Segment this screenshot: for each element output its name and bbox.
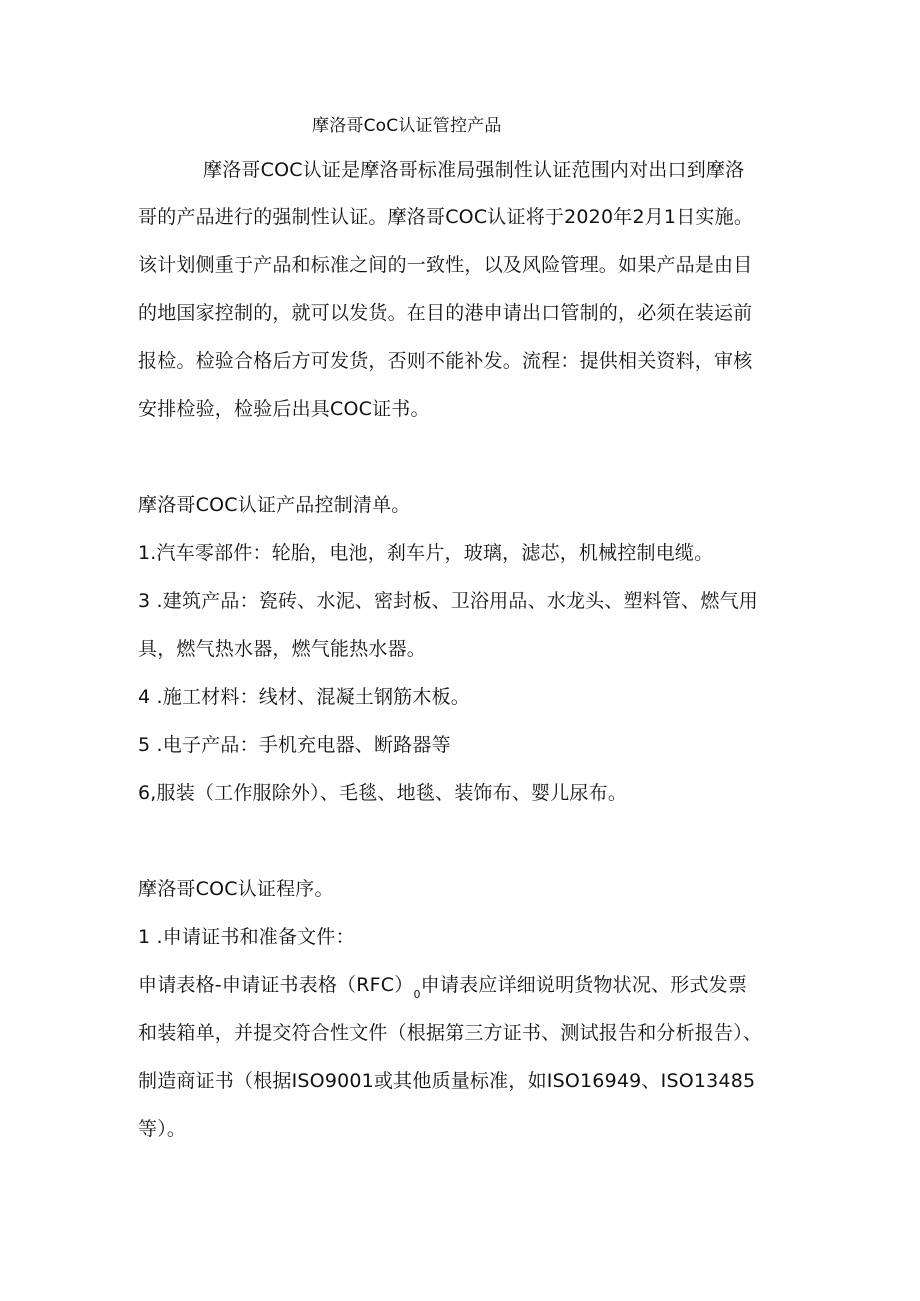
procedure-step-heading: 1 .申请证书和准备文件： bbox=[138, 926, 355, 948]
procedure-step-line: 等）。 bbox=[138, 1118, 187, 1140]
procedure-heading: 摩洛哥COC认证程序。 bbox=[138, 878, 334, 900]
product-list-item: 1.汽车零部件：轮胎，电池，刹车片，玻璃，滤芯，机械控制电缆。 bbox=[138, 542, 714, 564]
intro-paragraph-line: 安排检验，检验后出具COC证书。 bbox=[138, 398, 430, 420]
intro-paragraph-line: 该计划侧重于产品和标准之间的一致性，以及风险管理。如果产品是由目 bbox=[138, 254, 753, 276]
product-list-heading: 摩洛哥COC认证产品控制清单。 bbox=[138, 494, 411, 516]
procedure-step-line: 制造商证书（根据ISO9001或其他质量标准，如ISO16949、ISO13485 bbox=[138, 1070, 756, 1092]
product-list-item-continuation: 具，燃气热水器，燃气能热水器。 bbox=[138, 638, 427, 660]
product-list-item: 3 .建筑产品：瓷砖、水泥、密封板、卫浴用品、水龙头、塑料管、燃气用 bbox=[138, 590, 758, 612]
product-list-item: 5 .电子产品：手机充电器、断路器等 bbox=[138, 734, 451, 756]
product-list-item: 4 .施工材料：线材、混凝土钢筋木板。 bbox=[138, 686, 470, 708]
procedure-step-text: 申请表应详细说明货物状况、形式发票 bbox=[420, 974, 748, 996]
intro-paragraph-line: 报检。检验合格后方可发货，否则不能补发。流程：提供相关资料，审核 bbox=[138, 350, 753, 372]
procedure-step-text: 申请表格-申请证书表格（RFC） bbox=[138, 974, 414, 996]
procedure-step-line: 和装箱单，并提交符合性文件（根据第三方证书、测试报告和分析报告）、 bbox=[138, 1022, 763, 1044]
document-title: 摩洛哥CoC认证管控产品 bbox=[312, 116, 502, 136]
procedure-step-line bbox=[138, 973, 747, 1000]
subscript-marker: 0 bbox=[413, 988, 421, 1001]
intro-paragraph-line: 摩洛哥COC认证是摩洛哥标准局强制性认证范围内对出口到摩洛 bbox=[203, 159, 745, 181]
intro-paragraph-line: 哥的产品进行的强制性认证。摩洛哥COC认证将于2020年2月1日实施。 bbox=[138, 206, 754, 228]
intro-paragraph-line: 的地国家控制的，就可以发货。在目的港申请出口管制的，必须在装运前 bbox=[138, 302, 753, 324]
product-list-item: 6,服装（工作服除外）、毛毯、地毯、装饰布、婴儿尿布。 bbox=[138, 782, 628, 804]
